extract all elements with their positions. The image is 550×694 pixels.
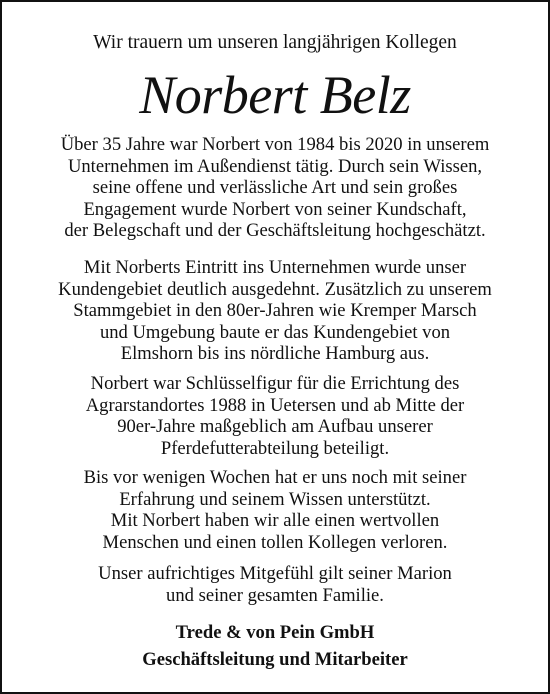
signature-line: Geschäftsleitung und Mitarbeiter [142, 649, 408, 670]
paragraph-achievements [2, 373, 548, 459]
text-line: Über 35 Jahre war Norbert von 1984 bis 2020 in unserem [60, 134, 490, 155]
text-line: Bis vor wenigen Wochen hat er uns noch mit seiner [83, 467, 467, 488]
text-line: Agrarstandortes 1988 in Uetersen und ab Mitte der [85, 394, 465, 416]
text-line: der Belegschaft und der Geschäftsleitung hochgeschätzt. [64, 220, 486, 242]
text-line: und Umgebung baute er das Kundengebiet von [99, 321, 451, 343]
text-line: Elmshorn bis ins nördliche Hamburg aus. [120, 343, 430, 365]
text-line: Menschen und einen tollen Kollegen verloren. [102, 531, 448, 553]
text-line: Unternehmen im Außendienst tätig. Durch sein Wissen, [67, 155, 483, 177]
intro-line: Wir trauern um unseren langjährigen Kollegen [93, 32, 457, 53]
deceased-name: Norbert Belz [139, 65, 411, 125]
text-line: Kundengebiet deutlich ausgedehnt. Zusätzlich zu unserem [58, 278, 492, 300]
text-line: und seiner gesamten Familie. [166, 584, 384, 606]
text-line: Mit Norberts Eintritt ins Unternehmen wurde unser [83, 257, 467, 278]
text-line: seine offene und verlässliche Art und sein großes [92, 177, 458, 199]
text-line: Unser aufrichtiges Mitgefühl gilt seiner Marion [98, 563, 452, 584]
paragraph-condolences [2, 563, 548, 606]
text-line: Stammgebiet in den 80er-Jahren wie Kremper Marsch [73, 300, 477, 322]
text-line: Pferdefutterabteilung beteiligt. [160, 437, 390, 459]
text-line: Norbert war Schlüsselfigur für die Errichtung des [90, 373, 460, 394]
text-line: 90er-Jahre maßgeblich am Aufbau unserer [117, 416, 433, 438]
text-line: Mit Norbert haben wir alle einen wertvollen [110, 510, 440, 532]
paragraph-farewell [2, 467, 548, 553]
text-line: Engagement wurde Norbert von seiner Kundschaft, [83, 198, 467, 220]
paragraph-territory [2, 257, 548, 365]
text-line: Erfahrung und seinem Wissen unterstützt. [119, 488, 431, 510]
signature-company: Trede & von Pein GmbH [175, 622, 375, 643]
paragraph-career [2, 134, 548, 242]
